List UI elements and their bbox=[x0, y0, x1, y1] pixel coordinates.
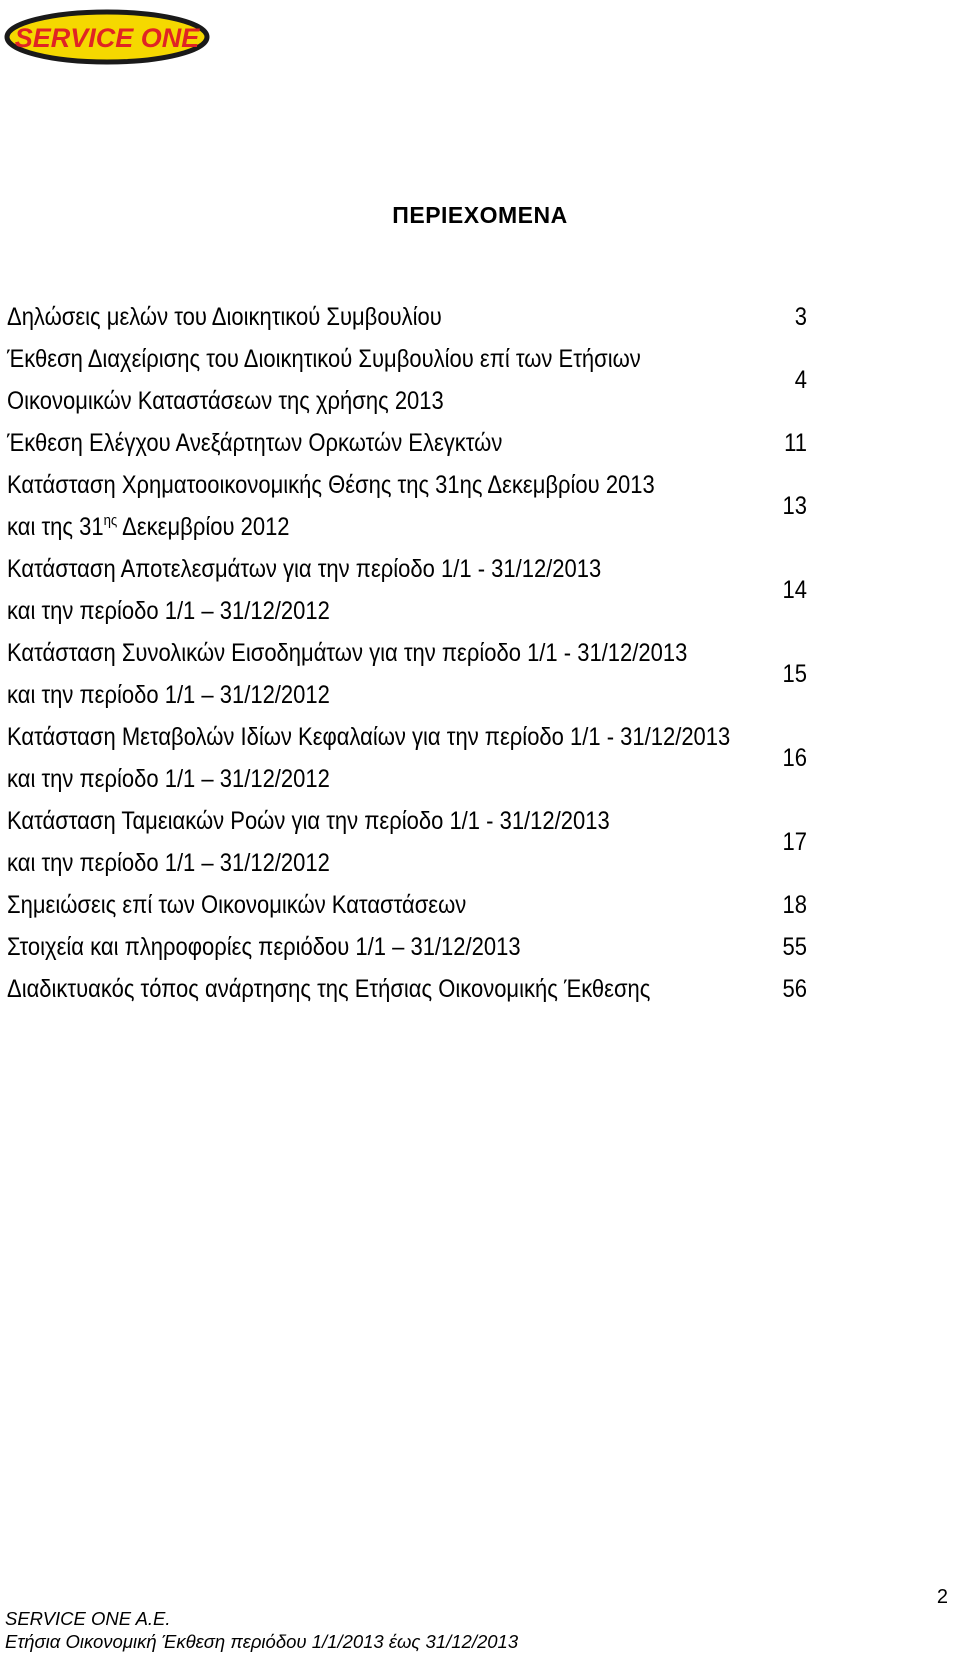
toc-entry-text: και την περίοδο 1/1 – 31/12/2012 bbox=[7, 597, 330, 625]
toc-entry bbox=[7, 884, 807, 926]
toc-entry-text: και την περίοδο 1/1 – 31/12/2012 bbox=[7, 681, 330, 709]
toc-entry bbox=[7, 422, 807, 464]
logo-text: SERVICE ONE bbox=[14, 23, 200, 53]
toc-entry-text: και την περίοδο 1/1 – 31/12/2012 bbox=[7, 765, 330, 793]
toc-text-part: και της 31 bbox=[7, 513, 104, 541]
toc-entry-text: Έκθεση Ελέγχου Ανεξάρτητων Ορκωτών Ελεγκτών bbox=[7, 429, 503, 457]
toc-entry bbox=[7, 464, 807, 548]
toc-page-number: 11 bbox=[784, 429, 807, 457]
toc-entry bbox=[7, 296, 807, 338]
page-title: ΠΕΡΙΕΧΟΜΕΝΑ bbox=[392, 202, 568, 228]
toc-page-number: 4 bbox=[794, 366, 807, 394]
toc-page-number: 3 bbox=[794, 303, 807, 331]
toc-entry-text: Κατάσταση Μεταβολών Ιδίων Κεφαλαίων για την περίοδο 1/1 - 31/12/2013 bbox=[7, 723, 731, 751]
toc-entry-text: και την περίοδο 1/1 – 31/12/2012 bbox=[7, 849, 330, 877]
toc-entry-text: Διαδικτυακός τόπος ανάρτησης της Ετήσιας Οικονομικής Έκθεσης bbox=[7, 975, 651, 1003]
toc-entry-text: Κατάσταση Συνολικών Εισοδημάτων για την περίοδο 1/1 - 31/12/2013 bbox=[7, 639, 688, 667]
toc-page-number: 55 bbox=[782, 933, 807, 961]
toc-entry bbox=[7, 632, 807, 716]
toc-entry-text: Στοιχεία και πληροφορίες περιόδου 1/1 – 31/12/2013 bbox=[7, 933, 521, 961]
page-footer bbox=[5, 1607, 518, 1653]
toc-entry-text: Δηλώσεις μελών του Διοικητικού Συμβουλίου bbox=[7, 303, 442, 331]
toc-entry bbox=[7, 968, 807, 1010]
toc-page-number: 56 bbox=[782, 975, 807, 1003]
table-of-contents bbox=[7, 296, 807, 1010]
toc-entry bbox=[7, 926, 807, 968]
toc-entry-text bbox=[7, 506, 676, 548]
toc-text-part: Δεκεμβρίου 2012 bbox=[117, 513, 290, 541]
toc-entry-text: Έκθεση Διαχείρισης του Διοικητικού Συμβουλίου επί των Ετήσιων bbox=[7, 345, 641, 373]
toc-entry-text: Κατάσταση Ταμειακών Ροών για την περίοδο 1/1 - 31/12/2013 bbox=[7, 807, 610, 835]
footer-report-title: Ετήσια Οικονομική Έκθεση περιόδου 1/1/2013 έως 31/12/2013 bbox=[5, 1631, 519, 1652]
toc-page-number: 14 bbox=[782, 576, 807, 604]
company-logo bbox=[2, 6, 212, 68]
toc-page-number: 13 bbox=[782, 492, 807, 520]
toc-entry bbox=[7, 800, 807, 884]
toc-entry bbox=[7, 716, 807, 800]
toc-page-number: 16 bbox=[782, 744, 807, 772]
toc-page-number: 18 bbox=[782, 891, 807, 919]
superscript-suffix: ης bbox=[103, 512, 118, 529]
toc-entry-text: Κατάσταση Χρηματοοικονομικής Θέσης της 31ης Δεκεμβρίου 2013 bbox=[7, 471, 655, 499]
toc-page-number: 17 bbox=[782, 828, 807, 856]
toc-entry-text: Σημειώσεις επί των Οικονομικών Καταστάσεων bbox=[7, 891, 467, 919]
toc-entry bbox=[7, 338, 807, 422]
page-number: 2 bbox=[936, 1586, 948, 1608]
toc-entry-text: Κατάσταση Αποτελεσμάτων για την περίοδο 1/1 - 31/12/2013 bbox=[7, 555, 602, 583]
toc-entry-text: Οικονομικών Καταστάσεων της χρήσης 2013 bbox=[7, 387, 444, 415]
footer-company: SERVICE ONE A.E. bbox=[5, 1608, 171, 1629]
toc-page-number: 15 bbox=[782, 660, 807, 688]
toc-entry bbox=[7, 548, 807, 632]
